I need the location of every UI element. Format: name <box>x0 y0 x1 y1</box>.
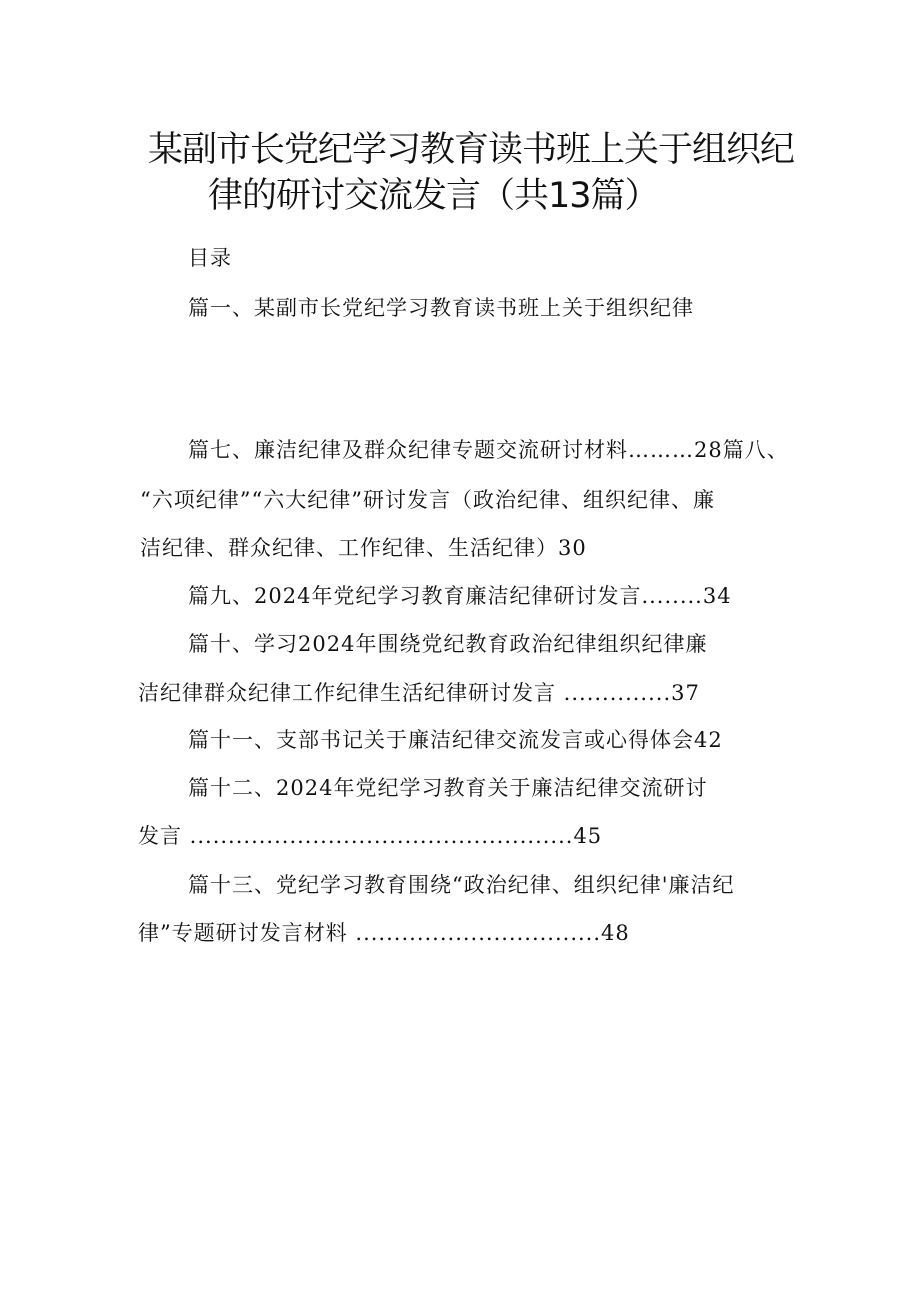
toc-entry: 篇十二、2024年党纪学习教育关于廉洁纪律交流研讨 <box>188 776 708 800</box>
toc-entry: 篇十一、支部书记关于廉洁纪律交流发言或心得体会42 <box>188 728 723 752</box>
document-title-line-2: 律的研讨交流发言（共13篇） <box>208 176 659 216</box>
toc-entry-continued: 律”专题研讨发言材料 ................................48 <box>138 921 630 945</box>
toc-entry: 篇七、廉洁纪律及群众纪律专题交流研讨材料………28篇八、 <box>188 438 789 462</box>
toc-entry-continued: “六项纪律”“六大纪律”研讨发言（政治纪律、组织纪律、廉 <box>140 488 715 512</box>
toc-entry-continued: 洁纪律、群众纪律、工作纪律、生活纪律）30 <box>140 536 587 560</box>
document-title-line-1: 某副市长党纪学习教育读书班上关于组织纪 <box>148 130 795 170</box>
toc-entry-continued: 发言 ..................................................45 <box>138 824 603 848</box>
toc-entry: 篇九、2024年党纪学习教育廉洁纪律研讨发言........34 <box>188 584 732 608</box>
toc-entry: 篇一、某副市长党纪学习教育读书班上关于组织纪律 <box>188 296 694 320</box>
toc-heading: 目录 <box>188 246 232 270</box>
toc-entry: 篇十三、党纪学习教育围绕“政治纪律、组织纪律'廉洁纪 <box>188 873 735 897</box>
toc-entry-continued: 洁纪律群众纪律工作纪律生活纪律研讨发言 ..............37 <box>138 681 700 705</box>
toc-entry: 篇十、学习2024年围绕党纪教育政治纪律组织纪律廉 <box>188 632 708 656</box>
